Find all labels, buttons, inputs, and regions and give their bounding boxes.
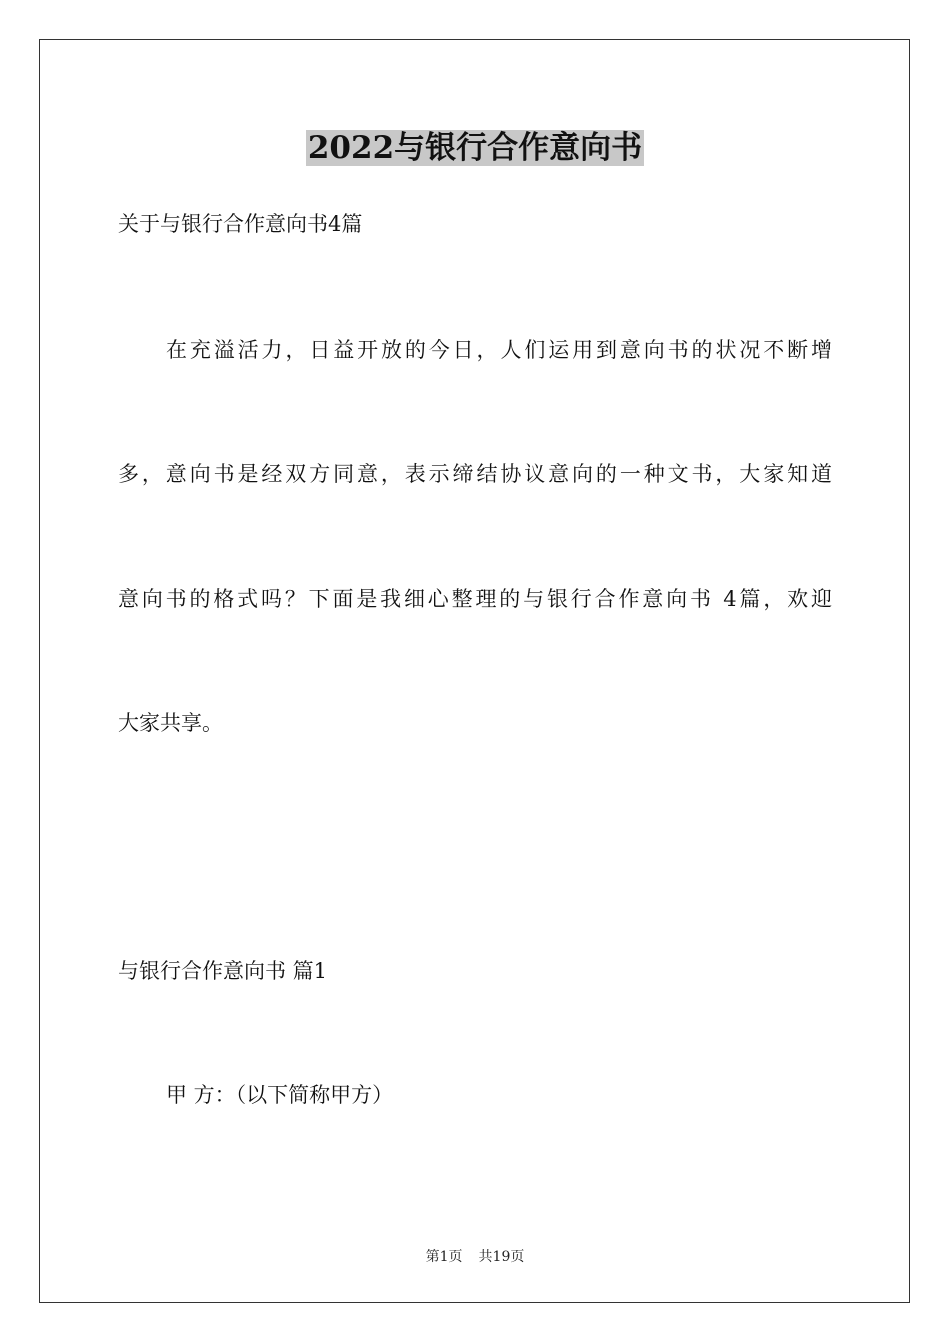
document-title-text: 2022与银行合作意向书: [307, 130, 643, 166]
page-footer: [0, 1248, 950, 1266]
intro-line-4: 大家共享。: [118, 711, 223, 735]
document-subtitle: 关于与银行合作意向书4篇: [118, 212, 363, 236]
page-number: 第1页: [425, 1249, 463, 1265]
page-total: 共19页: [478, 1249, 525, 1265]
section-heading: 与银行合作意向书 篇1: [118, 959, 328, 983]
party-a-line: 甲 方：（以下简称甲方）: [166, 1083, 394, 1107]
document-title: [0, 128, 950, 168]
intro-line-2: 多，意向书是经双方同意，表示缔结协议意向的一种文书，大家知道: [118, 462, 832, 486]
intro-line-1: 在充溢活力，日益开放的今日，人们运用到意向书的状况不断增: [166, 338, 832, 362]
intro-line-3: 意向书的格式吗？下面是我细心整理的与银行合作意向书 4篇，欢迎: [118, 587, 832, 611]
